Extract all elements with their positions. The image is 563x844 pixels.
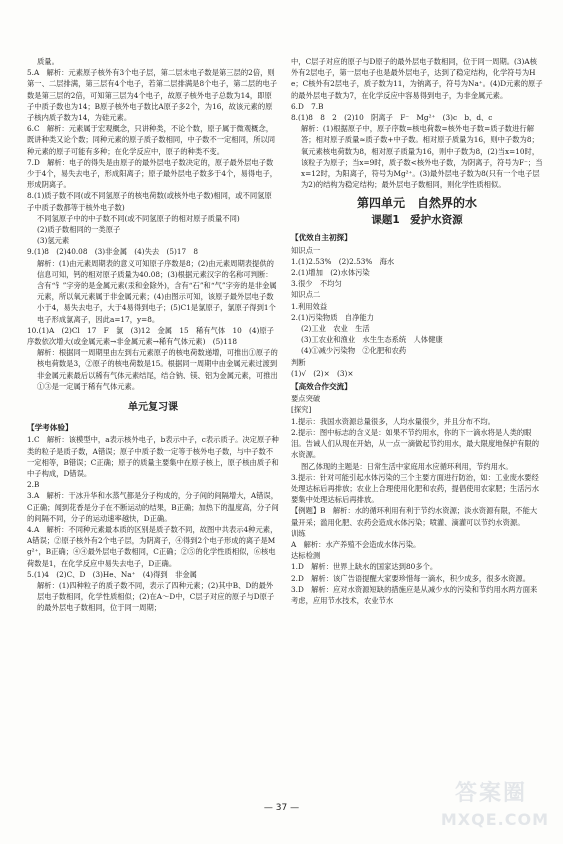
answer-paragraph: 1.D 解析：世界上缺水的国家达到80多个。: [291, 562, 438, 572]
answer-paragraph: 2.(1)增加 (2)水体污染: [291, 268, 370, 278]
answer-paragraph: 2.(1)污染物质 自净能力: [291, 312, 374, 322]
answer-paragraph: 要点突破: [291, 394, 321, 404]
page-number: — 37 —: [263, 803, 300, 813]
answer-paragraph: 1.C 解析：该模型中，a表示核外电子，b表示中子，c表示质子。决定原子种类的粒子是质子数，A错误；原子中质子数一定等于核外电子数，与中子数不一定相等，B错误；C正确；原子的质量主要集中在原子核上，原子核由质子和中子构成，D错误。: [27, 435, 279, 478]
answer-paragraph: (1)√ (2)× (3)×: [291, 368, 354, 378]
answer-paragraph: 6.C 解析：元素属于宏观概念，只讲种类，不论个数，原子属于微观概念，既讲种类又论个数；同种元素的原子质子数相同，中子数不一定相同，所以同种元素的原子可能有多种；在化学反应中，原子的种类不变。: [27, 124, 276, 156]
answer-paragraph: 知识点二: [291, 290, 321, 300]
left-column: [27, 56, 279, 614]
answer-paragraph: 解析：(1)由元素周期表的意义可知原子序数是8；(2)由元素周期表提供的信息可知，钙的相对原子质量为40.08；(3)根据元素汉字的名称可判断：含有“钅”字旁的是金属元素(汞和金除外)，含有“石”和“气”字旁的是非金属元素，所以氧元素属于非金属元素；(4)由图示可知，该原子最外层电子数小于4，易失去电子，大于4易得到电子；(5)C1是氯原子，氯原子得到1个电子形成氯离子，因此a=17，y=8。: [37, 258, 277, 324]
answer-paragraph: A 解析：水产养殖不会造成水体污染。: [291, 539, 421, 549]
answer-paragraph: 6.D 7.B: [291, 101, 324, 111]
answer-paragraph: 3.D 解析：应对水资源短缺的措施应是从减少水的污染和节约用水两方面来考虑，应用节水技术，农业节水: [291, 584, 538, 605]
answer-paragraph: 4.A 解析：不同种元素最本质的区别是质子数不同，故图中共表示4种元素，A错误；②原子核外有2个电子层，为阴离子，④得到2个电子形成的离子是Mg²⁺，B正确；④④最外层电子数相同，C正确；②⑤的化学性质相似，⑥核电荷数是1，在化学反应中易失去电子，D正确。: [27, 524, 278, 568]
section-header: 【学考体验】: [27, 423, 73, 433]
watermark-line-2: MXQE.COM: [440, 810, 549, 829]
answer-paragraph: 3.很少 不均匀: [291, 279, 342, 289]
answer-paragraph: 3.提示：针对可能引起水体污染的三个主要方面进行防治，如：工业废水要经处理达标后再排放；农业上合理使用化肥和农药，提倡使用农家肥；生活污水要集中处理达标后再排放。: [291, 472, 540, 505]
answer-paragraph: 知识点一: [291, 245, 321, 255]
answer-paragraph: (2)工业 农业 生活: [301, 324, 370, 334]
answer-paragraph: (2)质子数相同的一类原子: [37, 225, 121, 235]
answer-paragraph: 质量。: [37, 57, 59, 66]
answer-paragraph: (3)氢元素: [37, 236, 70, 246]
answer-paragraph: 1.利用效益: [291, 301, 328, 311]
answer-paragraph: 判断: [291, 357, 306, 367]
answer-paragraph: 5.(1)4 (2)C、D (3)He、Na⁺ (4)得到 非金属: [27, 569, 197, 579]
answer-paragraph: 解析：(1)四种粒子的质子数不同，表示了四种元素；(2)其中B、D的最外层电子数相同，化学性质相似；(2)在A～D中，C层子对应的原子与D原子的最外层电子数相同，位于同一周期；: [37, 580, 275, 613]
answer-paragraph: 达标检测: [291, 551, 321, 561]
watermark-logo: [399, 781, 549, 836]
answer-paragraph: 1.提示：我国水资源总量很多，人均水量很少，并且分布不均。: [291, 416, 495, 426]
answer-paragraph: [探究]: [291, 405, 312, 415]
answer-paragraph: 2.B: [27, 480, 40, 490]
answer-paragraph: 8.(1)8 8 2 (2)10 阴离子 F⁻ Mg²⁺ (3)c b、d、c: [291, 113, 493, 123]
answer-paragraph: 中，C层子对应的原子与D原子的最外层电子数相同，位于同一周期。(3)A核外有2层电子，第一层电子也是最外层电子，达到了稳定结构，化学符号为He；C核外有2层电子，质子数为11，为钠离子，符号为Na⁺。(4)D元素的原子的最外层电子数为7，在化学反应中容易得到电子，为非金属元素。: [291, 57, 543, 100]
answer-paragraph: 10.(1)A (2)Cl 17 F 氯 (3)12 金属 15 稀有气体 10 (4)原子序数依次增大(或金属元素→非金属元素→稀有气体元素) (5)118: [27, 325, 274, 347]
answer-paragraph: 7.D 解析：电子的得失是由原子的最外层电子数决定的，原子最外层电子数少于4个，易失去电子，形成阳离子；原子最外层电子数多于4个，易得电子，形成阴离子。: [27, 157, 278, 190]
section-header: 【高效合作交流】: [291, 382, 352, 392]
answer-paragraph: (4)①减少污染物 ②化肥和农药: [301, 346, 407, 356]
answer-paragraph: 1.(1)2.53% (2)2.53% 海水: [291, 256, 395, 266]
answer-paragraph: (3)工农业和渔业 水生生态系统 人体健康: [301, 335, 443, 345]
review-title: 单元复习课: [128, 402, 178, 414]
section-header: 【优效自主初探】: [291, 233, 352, 243]
answer-paragraph: 解析：根据同一周期里由左到右元素原子的核电荷数递增，可推出①原子的核电荷数是3，②原子的核电荷数是15。根据同一周期中由金属元素过渡到非金属元素最后以稀有气体元素结尾，结合钠、镁、铝为金属元素，可推出①③是一定属于稀有气体元素。: [37, 348, 278, 391]
lesson-title: 课题1 爱护水资源: [371, 214, 463, 227]
answer-paragraph: 5.A 解析：元素原子核外有3个电子层，第二层未电子数是第三层的2倍，则第一、二层排满，第三层有4个电子，若第二层排满是8个电子，第二层的电子数是第三层的2倍，可知第三层为4个电子，故原子核外电子总数为14，即原子中质子数也为14；B原子核外电子数比A原子多2个，为16，故该元素的原子核内质子数为14，为硅元素。: [27, 68, 278, 123]
answer-paragraph: 3.A 解析：干冰升华和水蒸气都是分子构成的，分子间的间隔增大，A错误，C正确；闻到花香是分子在不断运动的结果，B正确；加热下的温度高，分子间的间隔不同，分子的运动速率越快，D正确。: [27, 491, 279, 523]
answer-paragraph: 9.(1)8 (2)40.08 (3)非金属 (4)失去 (5)17 8: [27, 247, 199, 257]
right-column: [291, 56, 543, 606]
answer-paragraph: 不同氢原子中的中子数不同(或不同氢原子的相对原子质量不同): [37, 213, 240, 223]
answer-paragraph: 2.D 解析：该广告语提醒大家要珍惜每一滴水，积少成多，很多水资源。: [291, 573, 531, 583]
answer-paragraph: 8.(1)质子数不同(或不同氢原子的核电荷数(或核外电子数)相同，或不同氢原子中质子数都等于核外电子数): [27, 191, 272, 212]
answer-paragraph: 图乙体现的主题是：日常生活中家庭用水应循环利用，节约用水。: [301, 461, 513, 471]
watermark-line-1: 答案圈: [454, 781, 527, 806]
answer-paragraph: 【例题】B 解析：水的循环利用有利于节约水资源；淡水资源有限，不能大量开采；滥用化肥、农药会造成水体污染；喷灌、滴灌可以节约水资源。: [291, 506, 538, 527]
answer-paragraph: 解析：(1)根据原子中，原子序数=核电荷数=核外电子数=质子数进行解答；相对原子质量≈质子数+中子数。相对原子质量为16，则中子数为8；氧元素核电荷数为8，相对原子质量为16，则中子数为8，(2)当x=10时，该粒子为原子；当x=9时，质子数<核外电子数，为阴离子，符号为F⁻；当x=12时，为阳离子，符号为Mg²⁺。(3)最外层电子数为8(只有一个电子层为2)的结构为稳定结构；最外层电子数相同，则化学性质相似。: [301, 124, 543, 190]
answer-paragraph: 2.提示：图中标志的含义是：如果不节约用水，你的下一滴水将是人类的眼泪。告诫人们从现在开始，从一点一滴做起节约用水，最大限度地保护有限的水资源。: [291, 427, 540, 460]
unit-title: 第四单元 自然界的水: [356, 196, 477, 211]
answer-paragraph: 训练: [291, 528, 306, 538]
